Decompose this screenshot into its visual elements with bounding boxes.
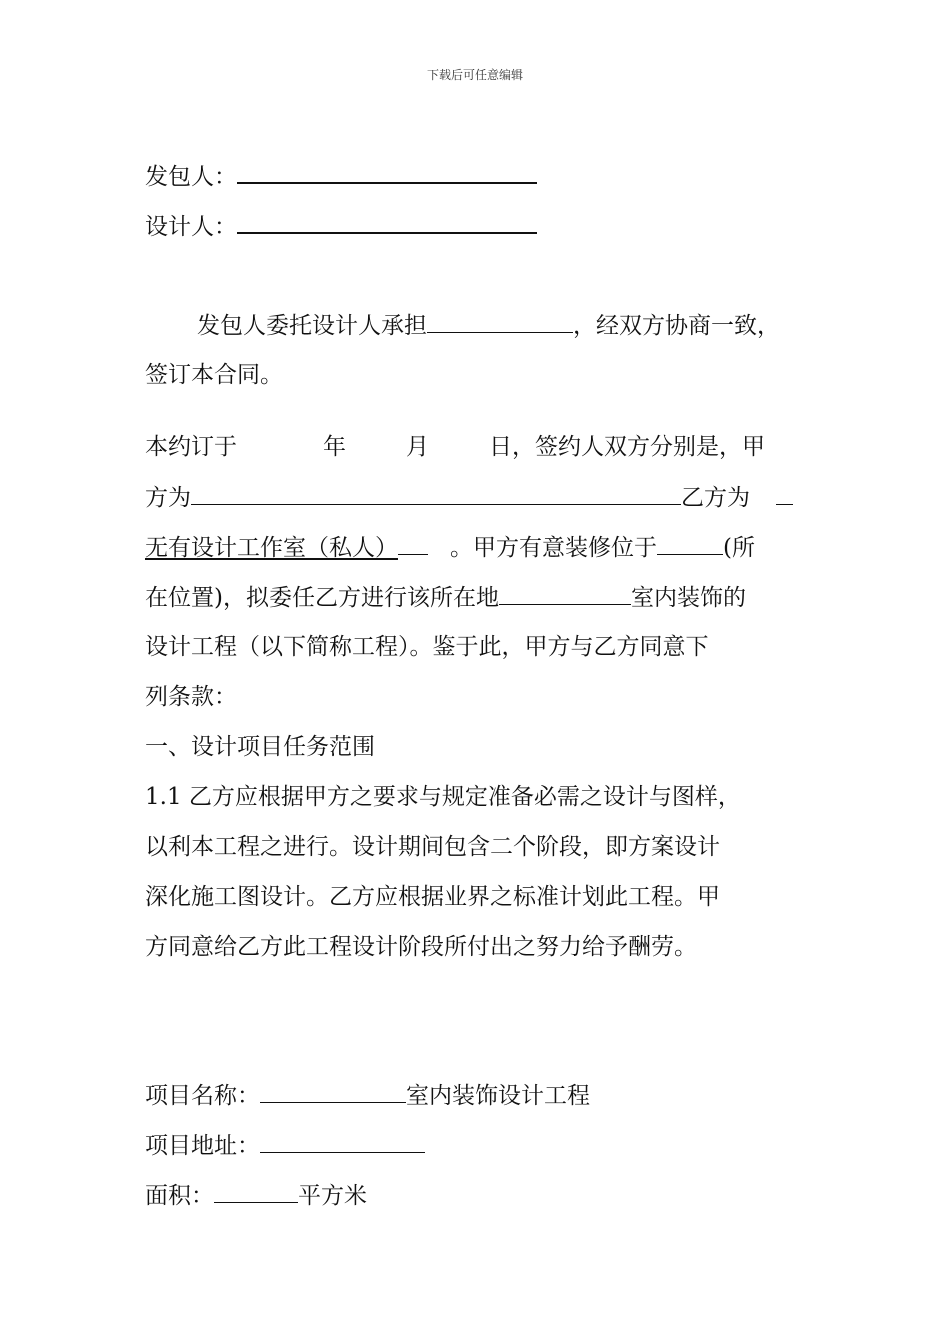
project-area-label: 面积： — [145, 1183, 214, 1209]
intro-line-2: 签订本合同。 — [145, 362, 283, 388]
party-b-name: 无有设计工作室（私人） — [145, 535, 398, 561]
agreement-line-4 — [145, 582, 746, 613]
designer-label: 设计人： — [145, 214, 237, 240]
project-address-line — [145, 1130, 425, 1161]
intro-blank — [427, 310, 573, 333]
agreement-date-line — [145, 432, 765, 462]
date-prefix: 本约订于 — [145, 434, 237, 460]
location-blank — [657, 532, 723, 555]
site-blank — [499, 582, 631, 605]
date-suffix: 日，签约人双方分别是，甲 — [489, 434, 765, 460]
designer-blank — [237, 210, 537, 234]
party-a-label: 方为 — [145, 485, 191, 511]
project-name-line — [145, 1080, 590, 1111]
location-prefix: 。甲方有意装修位于 — [450, 535, 657, 561]
intro-text-suffix: ，经双方协商一致， — [573, 313, 780, 339]
project-address-blank — [260, 1130, 425, 1153]
section-1-para-line-4: 方同意给乙方此工程设计阶段所付出之努力给予酬劳。 — [145, 934, 697, 960]
line4-suffix: 室内装饰的 — [630, 585, 746, 611]
section-1-heading: 一、设计项目任务范围 — [145, 734, 375, 760]
location-paren: (所 — [723, 535, 755, 561]
section-1-para-line-3: 深化施工图设计。乙方应根据业界之标准计划此工程。甲 — [145, 884, 720, 910]
page-header-note: 下载后可任意编辑 — [426, 68, 523, 82]
project-name-label: 项目名称： — [145, 1083, 260, 1109]
section-1-para-line-2: 以利本工程之进行。设计期间包含二个阶段，即方案设计 — [145, 834, 720, 860]
date-month: 月 — [406, 434, 429, 460]
project-name-blank — [260, 1080, 406, 1103]
line4-prefix: 在位置)，拟委任乙方进行该所在地 — [145, 585, 499, 611]
project-area-blank — [214, 1180, 298, 1203]
agreement-line-6: 列条款： — [145, 684, 237, 710]
party-b-lead-blank — [776, 482, 793, 505]
party-b-label: 乙方为 — [681, 485, 750, 511]
intro-text-prefix: 发包人委托设计人承担 — [197, 313, 427, 339]
project-address-label: 项目地址： — [145, 1133, 260, 1159]
party-a-blank — [191, 482, 681, 505]
agreement-line-5: 设计工程（以下简称工程）。鉴于此，甲方与乙方同意下 — [145, 634, 709, 660]
employer-line — [145, 160, 537, 192]
date-year: 年 — [323, 434, 346, 460]
party-a-line — [145, 482, 793, 513]
section-1-para-line-1: 1.1 乙方应根据甲方之要求与规定准备必需之设计与图样， — [145, 784, 741, 810]
project-area-line — [145, 1180, 367, 1211]
employer-blank — [237, 160, 537, 184]
designer-line — [145, 210, 537, 242]
employer-label: 发包人： — [145, 164, 237, 190]
party-b-tail-blank — [398, 532, 428, 555]
project-area-unit: 平方米 — [298, 1183, 367, 1209]
intro-line-1 — [197, 310, 780, 341]
project-name-suffix: 室内装饰设计工程 — [406, 1083, 590, 1109]
party-b-line — [145, 532, 755, 563]
